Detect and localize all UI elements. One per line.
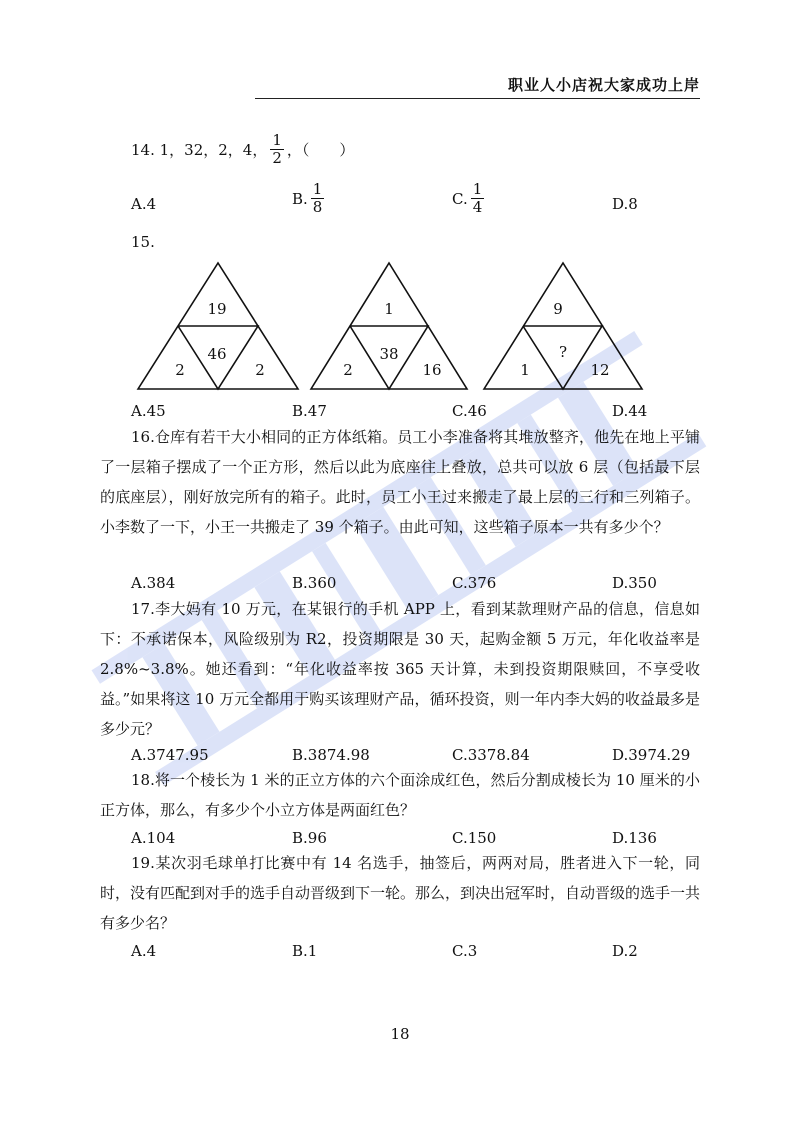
q18-option-a: A.104 [131,829,176,847]
triangle-1-right: 2 [255,361,265,379]
fraction-numerator: 1 [272,131,282,149]
question-16-options [131,574,731,594]
triangle-1-center: 46 [207,345,227,363]
question-15-number: 15. [131,233,155,251]
q17-option-b: B.3874.98 [292,746,370,764]
question-17-text: 17.李大妈有 10 万元，在某银行的手机 APP 上，看到某款理财产品的信息，信息如下：不承诺保本，风险级别为 R2，投资期限是 30 天，起购金额 5 万元，年化收益率是 2.8%~3.8%。她还看到：“年化收益率按 365 天计算，未到投资期限赎回，不享受收益。”如果将这 10 万元全都用于购买该理财产品，循环投资，则一年内李大妈的收益最多是多少元？ [100,600,700,738]
triangle-2-right: 16 [422,361,442,379]
q16-option-d: D.350 [612,574,657,592]
triangle-3-top: 9 [553,300,563,318]
q16-option-c: C.376 [452,574,497,592]
question-15-options [131,402,731,422]
fraction-denominator: 4 [472,198,483,216]
triangle-1-left: 2 [175,361,185,379]
question-19-text: 19.某次羽毛球单打比赛中有 14 名选手，抽签后，两两对局，胜者进入下一轮，同时，没有匹配到对手的选手自动晋级到下一轮。那么，到决出冠军时，自动晋级的选手一共有多少名？ [100,854,701,932]
triangle-3-right: 12 [590,361,610,379]
fraction-denominator: 2 [272,149,282,167]
question-19-options [131,942,731,962]
triangle-3-center: ? [558,343,568,361]
q14-stem-fraction [270,132,284,167]
question-15-figure [0,258,800,398]
question-14-options [131,180,731,216]
triangle-1-top: 19 [207,300,227,318]
q16-option-a: A.384 [131,574,176,592]
fraction-denominator: 8 [312,198,323,216]
triangle-1 [138,263,298,389]
q18-option-b: B.96 [292,829,327,847]
question-18-options [131,829,731,849]
q14-stem-suffix: ，（ ） [286,141,355,159]
q17-option-a: A.3747.95 [131,746,209,764]
triangle-2-left: 2 [343,361,353,379]
q14-stem-prefix: 14. 1，32，2，4， [131,141,268,159]
header-title: 职业人小店祝大家成功上岸 [507,76,700,94]
question-18-text: 18.将一个棱长为 1 米的正立方体的六个面涂成红色，然后分割成棱长为 10 厘米的小正方体，那么，有多少个小立方体是两面红色？ [100,771,700,819]
question-17-options [131,746,731,766]
triangle-2-center: 38 [379,345,399,363]
q14-option-c-fraction [471,181,485,216]
question-14-stem [131,132,354,167]
page-number: 18 [390,1025,410,1043]
q18-option-c: C.150 [452,829,497,847]
triangle-3 [484,263,642,389]
q14-option-b-label: B. [292,189,308,208]
q19-option-b: B.1 [292,942,318,960]
q14-option-b [292,181,327,216]
q15-option-a: A.45 [131,402,166,420]
q17-option-c: C.3378.84 [452,746,530,764]
triangle-3-left: 1 [520,361,530,379]
q15-option-c: C.46 [452,402,487,420]
fraction-numerator: 1 [472,180,483,198]
q14-option-b-fraction [311,181,325,216]
q17-option-d: D.3974.29 [612,746,691,764]
triangle-2 [311,263,467,389]
q19-option-d: D.2 [612,942,638,960]
fraction-numerator: 1 [312,180,323,198]
q14-option-c [452,181,487,216]
q15-option-d: D.44 [612,402,648,420]
q14-option-a: A.4 [131,195,157,213]
q14-option-c-label: C. [452,189,468,208]
q16-option-b: B.360 [292,574,337,592]
question-16-text: 16.仓库有若干大小相同的正方体纸箱。员工小李准备将其堆放整齐，他先在地上平铺了一层箱子摆成了一个正方形，然后以此为底座往上叠放，总共可以放 6 层（包括最下层的底座层），刚好放完所有的箱子。此时，员工小王过来搬走了最上层的三行和三列箱子。小李数了一下，小王一共搬走了 39 个箱子。由此可知，这些箱子原本一共有多少个？ [100,428,700,536]
header-rule [255,98,700,99]
q15-option-b: B.47 [292,402,327,420]
q18-option-d: D.136 [612,829,657,847]
q19-option-a: A.4 [131,942,157,960]
q19-option-c: C.3 [452,942,478,960]
triangle-2-top: 1 [384,300,394,318]
q14-option-d: D.8 [612,195,638,213]
